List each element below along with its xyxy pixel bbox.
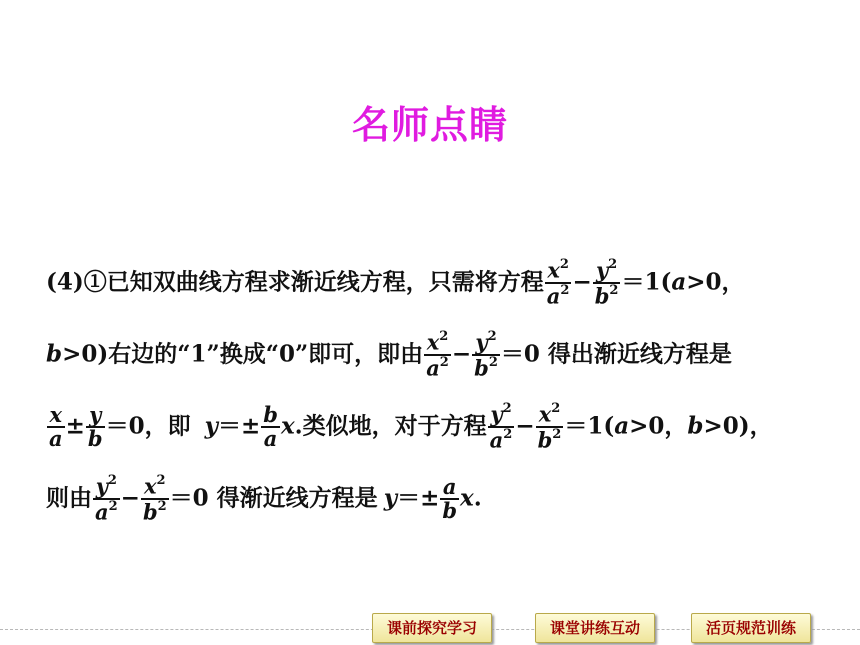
plus-minus-sign: ± <box>65 412 85 440</box>
var-y: y <box>204 412 218 440</box>
minus-sign: − <box>515 412 535 440</box>
frac-num: y <box>95 473 108 499</box>
var-x: x <box>460 484 474 512</box>
var-a: a <box>671 268 687 296</box>
exponent: 2 <box>488 354 498 370</box>
var-b: b <box>687 412 704 440</box>
var-a: a <box>614 412 630 440</box>
exponent: 2 <box>609 282 619 298</box>
exponent: 2 <box>608 257 618 272</box>
frac-den: a <box>263 425 278 451</box>
frac-num: b <box>263 401 278 427</box>
fraction-b-a <box>261 401 280 451</box>
nav-button-preview-study[interactable]: 课前探究学习 <box>372 613 492 643</box>
frac-num: y <box>86 404 105 428</box>
nav-button-classroom-practice[interactable]: 课堂讲练互动 <box>535 613 655 643</box>
exponent: 2 <box>107 473 117 488</box>
line1-prefix: (4)①已知双曲线方程求渐近线方程，只需将方程 <box>46 268 544 296</box>
exponent: 2 <box>552 426 562 442</box>
frac-den: a <box>95 499 109 524</box>
eq-plus-minus: ＝± <box>217 412 261 440</box>
frac-num: x <box>47 404 65 428</box>
var-y: y <box>383 484 398 512</box>
frac-den: b <box>474 355 489 380</box>
exponent: 2 <box>551 401 561 416</box>
fraction-x2-a2 <box>424 330 451 379</box>
fraction-x-a <box>47 401 65 451</box>
frac-num: y <box>595 257 609 283</box>
line4-prefix: 则由 <box>46 484 92 512</box>
frac-den: a <box>489 427 504 452</box>
fraction-y2-b2 <box>593 258 621 307</box>
exponent: 2 <box>560 282 570 298</box>
line2-prefix: >0)右边的“1”换成“0”即可，即由 <box>62 340 424 368</box>
frac-num: y <box>475 329 488 355</box>
fraction-y2-a2 <box>93 474 120 523</box>
line4-end: . <box>473 484 482 512</box>
frac-num: y <box>490 401 503 427</box>
fraction-x2-b2 <box>536 402 564 451</box>
eq-plus-minus: ＝± <box>397 484 440 512</box>
frac-den: b <box>537 427 553 452</box>
exponent: 2 <box>156 473 166 488</box>
frac-den: b <box>594 283 610 308</box>
frac-den: b <box>142 499 158 524</box>
fraction-y2-a2 <box>488 402 515 451</box>
paragraph-line-3 <box>46 401 773 452</box>
line1-suffix2: >0， <box>686 268 745 296</box>
page-title: 名师点睛 <box>351 103 508 147</box>
fraction-y-b <box>86 401 105 451</box>
minus-sign: − <box>572 268 592 296</box>
nav-button-training[interactable]: 活页规范训练 <box>691 613 811 643</box>
exponent: 2 <box>487 329 497 344</box>
frac-den: b <box>87 425 103 451</box>
paragraph-line-1 <box>46 257 745 308</box>
line3-suffix: ＝1( <box>564 412 615 440</box>
frac-num: x <box>144 473 157 499</box>
fraction-x2-b2 <box>141 474 169 523</box>
exponent: 2 <box>559 257 569 272</box>
line1-suffix: ＝1( <box>621 268 672 296</box>
frac-den: a <box>49 425 63 451</box>
exponent: 2 <box>157 498 167 514</box>
exponent: 2 <box>503 426 513 442</box>
frac-num: x <box>547 257 560 283</box>
minus-sign: − <box>451 340 472 368</box>
exponent: 2 <box>439 329 449 344</box>
line3-suffix2: >0)， <box>703 412 773 440</box>
eq-zero: ＝0，即 <box>105 412 191 440</box>
paragraph-line-2 <box>46 329 732 380</box>
fraction-a-b <box>440 473 459 523</box>
line3-mid: .类似地，对于方程 <box>294 412 487 440</box>
frac-den: a <box>426 355 440 380</box>
frac-num: a <box>440 476 459 500</box>
frac-num: x <box>426 329 440 355</box>
line3-mid2: >0， <box>629 412 688 440</box>
exponent: 2 <box>502 401 512 416</box>
exponent: 2 <box>108 498 118 514</box>
frac-den: a <box>546 283 561 308</box>
line4-mid: ＝0 得渐近线方程是 <box>169 484 378 512</box>
paragraph-line-4 <box>46 473 482 524</box>
fraction-y2-b2 <box>472 330 500 379</box>
frac-num: x <box>538 401 552 427</box>
frac-den: b <box>442 497 458 523</box>
line2-suffix: ＝0 得出渐近线方程是 <box>500 340 732 368</box>
fraction-x2-a2 <box>545 258 572 307</box>
minus-sign: − <box>120 484 140 512</box>
exponent: 2 <box>439 354 449 370</box>
var-b: b <box>46 340 63 368</box>
var-x: x <box>280 412 295 440</box>
